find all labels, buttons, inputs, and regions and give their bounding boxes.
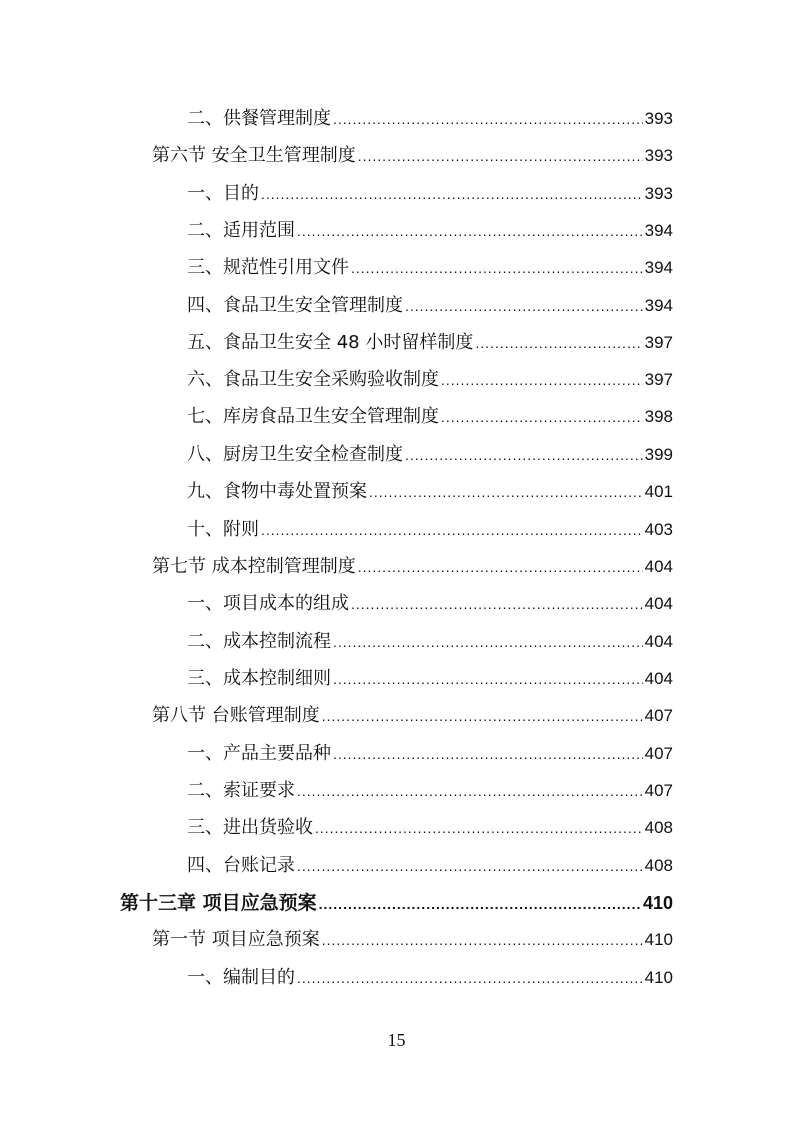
toc-entry-title: 一、编制目的 (187, 967, 295, 988)
dot-leader (297, 963, 643, 993)
toc-entry[interactable] (187, 739, 673, 769)
toc-entry-page: 408 (644, 856, 673, 875)
toc-entry-page: 404 (644, 557, 673, 576)
toc-entry-title: 九、食物中毒处置预案 (187, 481, 367, 502)
toc-entry-page: 397 (644, 370, 673, 389)
toc-entry[interactable] (187, 216, 673, 246)
toc-entry[interactable] (187, 440, 673, 470)
dot-leader (405, 291, 643, 321)
toc-entry[interactable] (152, 701, 673, 731)
toc-entry[interactable] (187, 963, 673, 993)
toc-entry-page: 407 (644, 744, 673, 763)
dot-leader (297, 776, 643, 806)
dot-leader (441, 402, 643, 432)
toc-entry-page: 397 (644, 333, 673, 352)
toc-entry-page: 401 (644, 482, 673, 501)
toc-entry-title: 十、附则 (187, 519, 259, 540)
toc-entry[interactable] (152, 141, 673, 171)
dot-leader (297, 851, 643, 881)
toc-entry[interactable] (187, 813, 673, 843)
toc-entry-page: 404 (644, 594, 673, 613)
dot-leader (315, 813, 643, 843)
toc-entry-title: 三、规范性引用文件 (187, 257, 349, 278)
dot-leader (322, 701, 643, 731)
page-number: 15 (387, 1030, 406, 1050)
toc-entry-page: 393 (644, 146, 673, 165)
toc-entry-title: 二、索证要求 (187, 780, 295, 801)
toc-entry-title: 二、适用范围 (187, 220, 295, 241)
toc-entry-title: 二、供餐管理制度 (187, 108, 331, 129)
dot-leader (297, 216, 643, 246)
dot-leader (351, 253, 643, 283)
toc-chapter-entry[interactable] (120, 888, 673, 918)
toc-entry-title: 四、台账记录 (187, 855, 295, 876)
toc-entry-page: 393 (644, 109, 673, 128)
dot-leader (333, 104, 643, 134)
toc-entry-title: 第八节 台账管理制度 (152, 705, 320, 726)
toc-entry-title: 第一节 项目应急预案 (152, 929, 320, 950)
toc-entry-page: 394 (644, 296, 673, 315)
toc-entry-page: 394 (644, 258, 673, 277)
toc-entry-title: 五、食品卫生安全 48 小时留样制度 (187, 332, 474, 353)
dot-leader (351, 589, 643, 619)
dot-leader (333, 664, 643, 694)
toc-entry-title: 四、食品卫生安全管理制度 (187, 295, 403, 316)
toc-entry-title: 七、库房食品卫生安全管理制度 (187, 406, 439, 427)
dot-leader (261, 179, 643, 209)
toc-entry-title: 第七节 成本控制管理制度 (152, 556, 356, 577)
toc-entry[interactable] (187, 179, 673, 209)
toc-entry[interactable] (187, 776, 673, 806)
dot-leader (319, 889, 641, 919)
toc-entry-page: 404 (644, 669, 673, 688)
toc-entry[interactable] (187, 402, 673, 432)
dot-leader (405, 440, 643, 470)
dot-leader (441, 365, 643, 395)
toc-entry-page: 407 (644, 706, 673, 725)
toc-entry[interactable] (187, 627, 673, 657)
toc-entry[interactable] (187, 253, 673, 283)
toc-entry[interactable] (187, 589, 673, 619)
toc-entry-page: 410 (644, 968, 673, 987)
toc-entry-page: 403 (644, 520, 673, 539)
toc-entry[interactable] (187, 664, 673, 694)
toc-entry[interactable] (187, 365, 673, 395)
toc-entry[interactable] (187, 328, 673, 358)
toc-entry-title: 二、成本控制流程 (187, 631, 331, 652)
toc-entry[interactable] (187, 515, 673, 545)
toc-entry[interactable] (152, 925, 673, 955)
toc-entry-page: 408 (644, 818, 673, 837)
toc-entry-page: 407 (644, 781, 673, 800)
toc-entry[interactable] (187, 104, 673, 134)
toc-entry-page: 393 (644, 184, 673, 203)
dot-leader (358, 552, 643, 582)
toc-entry-page: 410 (644, 930, 673, 949)
toc-entry-title: 一、目的 (187, 183, 259, 204)
dot-leader (333, 739, 643, 769)
toc-entry-page: 398 (644, 407, 673, 426)
toc-entry-page: 394 (644, 221, 673, 240)
toc-entry-page: 404 (644, 632, 673, 651)
toc-entry[interactable] (187, 291, 673, 321)
toc-entry-title: 一、项目成本的组成 (187, 593, 349, 614)
toc-entry[interactable] (187, 477, 673, 507)
toc-entry[interactable] (187, 851, 673, 881)
toc-entry-title: 第六节 安全卫生管理制度 (152, 145, 356, 166)
dot-leader (333, 627, 643, 657)
dot-leader (369, 477, 643, 507)
toc-entry-title: 八、厨房卫生安全检查制度 (187, 444, 403, 465)
toc-entry-title: 六、食品卫生安全采购验收制度 (187, 369, 439, 390)
dot-leader (261, 515, 643, 545)
toc-entry-page: 399 (644, 445, 673, 464)
toc-entry-title: 三、成本控制细则 (187, 668, 331, 689)
toc-entry-page: 410 (642, 893, 673, 913)
toc-entry[interactable] (152, 552, 673, 582)
dot-leader (475, 328, 642, 358)
toc-entry-title: 三、进出货验收 (187, 817, 313, 838)
toc-entry-title: 一、产品主要品种 (187, 743, 331, 764)
dot-leader (358, 141, 643, 171)
dot-leader (322, 925, 643, 955)
toc-entry-title: 第十三章 项目应急预案 (120, 892, 317, 914)
